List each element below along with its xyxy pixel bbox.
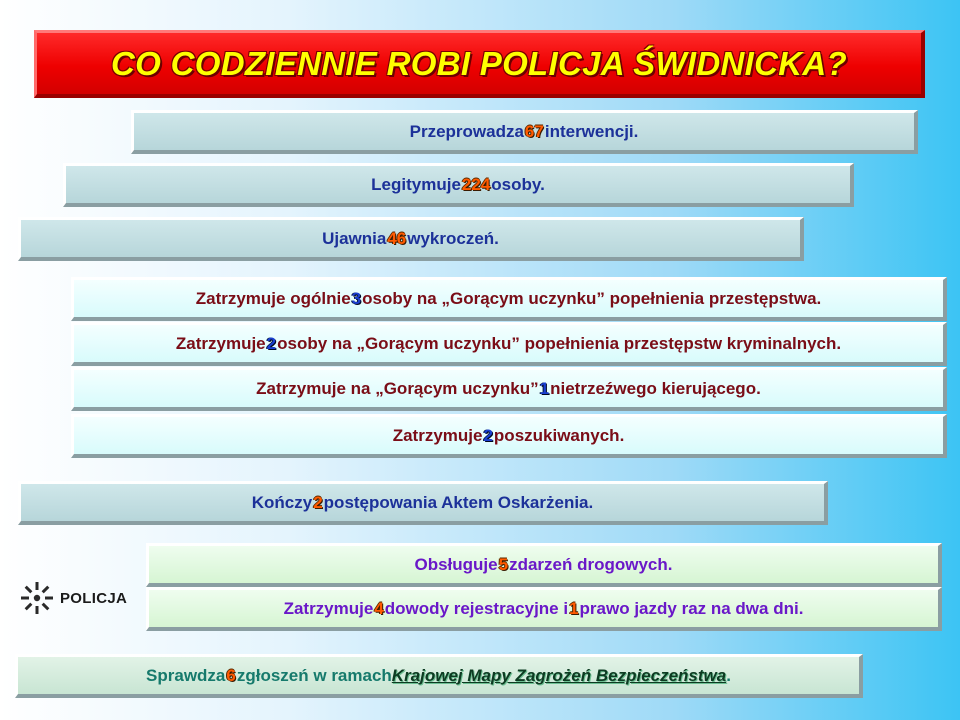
stat-number: 1 bbox=[569, 598, 579, 618]
stat-number: 46 bbox=[387, 228, 407, 248]
police-logo bbox=[20, 578, 135, 618]
stat-bar-interventions: Przeprowadza 67 interwencji. bbox=[131, 110, 918, 154]
stat-bar-threat-map-reports: Sprawdza 6 zgłoszeń w ramach Krajowej Mapy Zagrożeń Bezpieczeństwa . bbox=[15, 654, 863, 698]
police-logo-text: POLICJA bbox=[60, 589, 128, 607]
stat-bar-road-incidents: Obsługuje 5 zdarzeń drogowych. bbox=[146, 543, 942, 587]
stat-number: 2 bbox=[266, 333, 277, 353]
stat-number: 3 bbox=[351, 288, 362, 308]
stat-number: 1 bbox=[539, 378, 550, 398]
police-star-icon bbox=[20, 581, 54, 615]
threat-map-name: Krajowej Mapy Zagrożeń Bezpieczeństwa bbox=[391, 665, 727, 685]
stat-bar-wanted: Zatrzymuje 2 poszukiwanych. bbox=[71, 414, 947, 458]
stat-bar-drunk-drivers: Zatrzymuje na „Gorącym uczynku” 1 nietrzeźwego kierującego. bbox=[71, 367, 947, 411]
stat-bar-offences: Ujawnia 46 wykroczeń. bbox=[18, 217, 804, 261]
page-title-text: CO CODZIENNIE ROBI POLICJA ŚWIDNICKA? bbox=[111, 44, 847, 82]
stat-number: 2 bbox=[313, 492, 323, 512]
stat-bar-indictments: Kończy 2 postępowania Aktem Oskarżenia. bbox=[18, 481, 828, 525]
stat-bar-arrests-criminal: Zatrzymuje 2 osoby na „Gorącym uczynku” popełnienia przestępstw kryminalnych. bbox=[71, 322, 947, 366]
stat-number: 224 bbox=[461, 174, 491, 194]
stat-number: 5 bbox=[498, 554, 509, 574]
stat-number: 4 bbox=[374, 598, 384, 618]
stat-bar-arrests-total: Zatrzymuje ogólnie 3 osoby na „Gorącym uczynku” popełnienia przestępstwa. bbox=[71, 277, 947, 321]
stat-bar-documents-retained: Zatrzymuje 4 dowody rejestracyjne i 1 prawo jazdy raz na dwa dni. bbox=[146, 587, 942, 631]
page-title bbox=[34, 30, 925, 98]
stat-bar-id-checks: Legitymuje 224 osoby. bbox=[63, 163, 854, 207]
stat-number: 67 bbox=[524, 121, 544, 141]
stat-number: 6 bbox=[226, 665, 236, 685]
stat-number: 2 bbox=[483, 425, 493, 445]
